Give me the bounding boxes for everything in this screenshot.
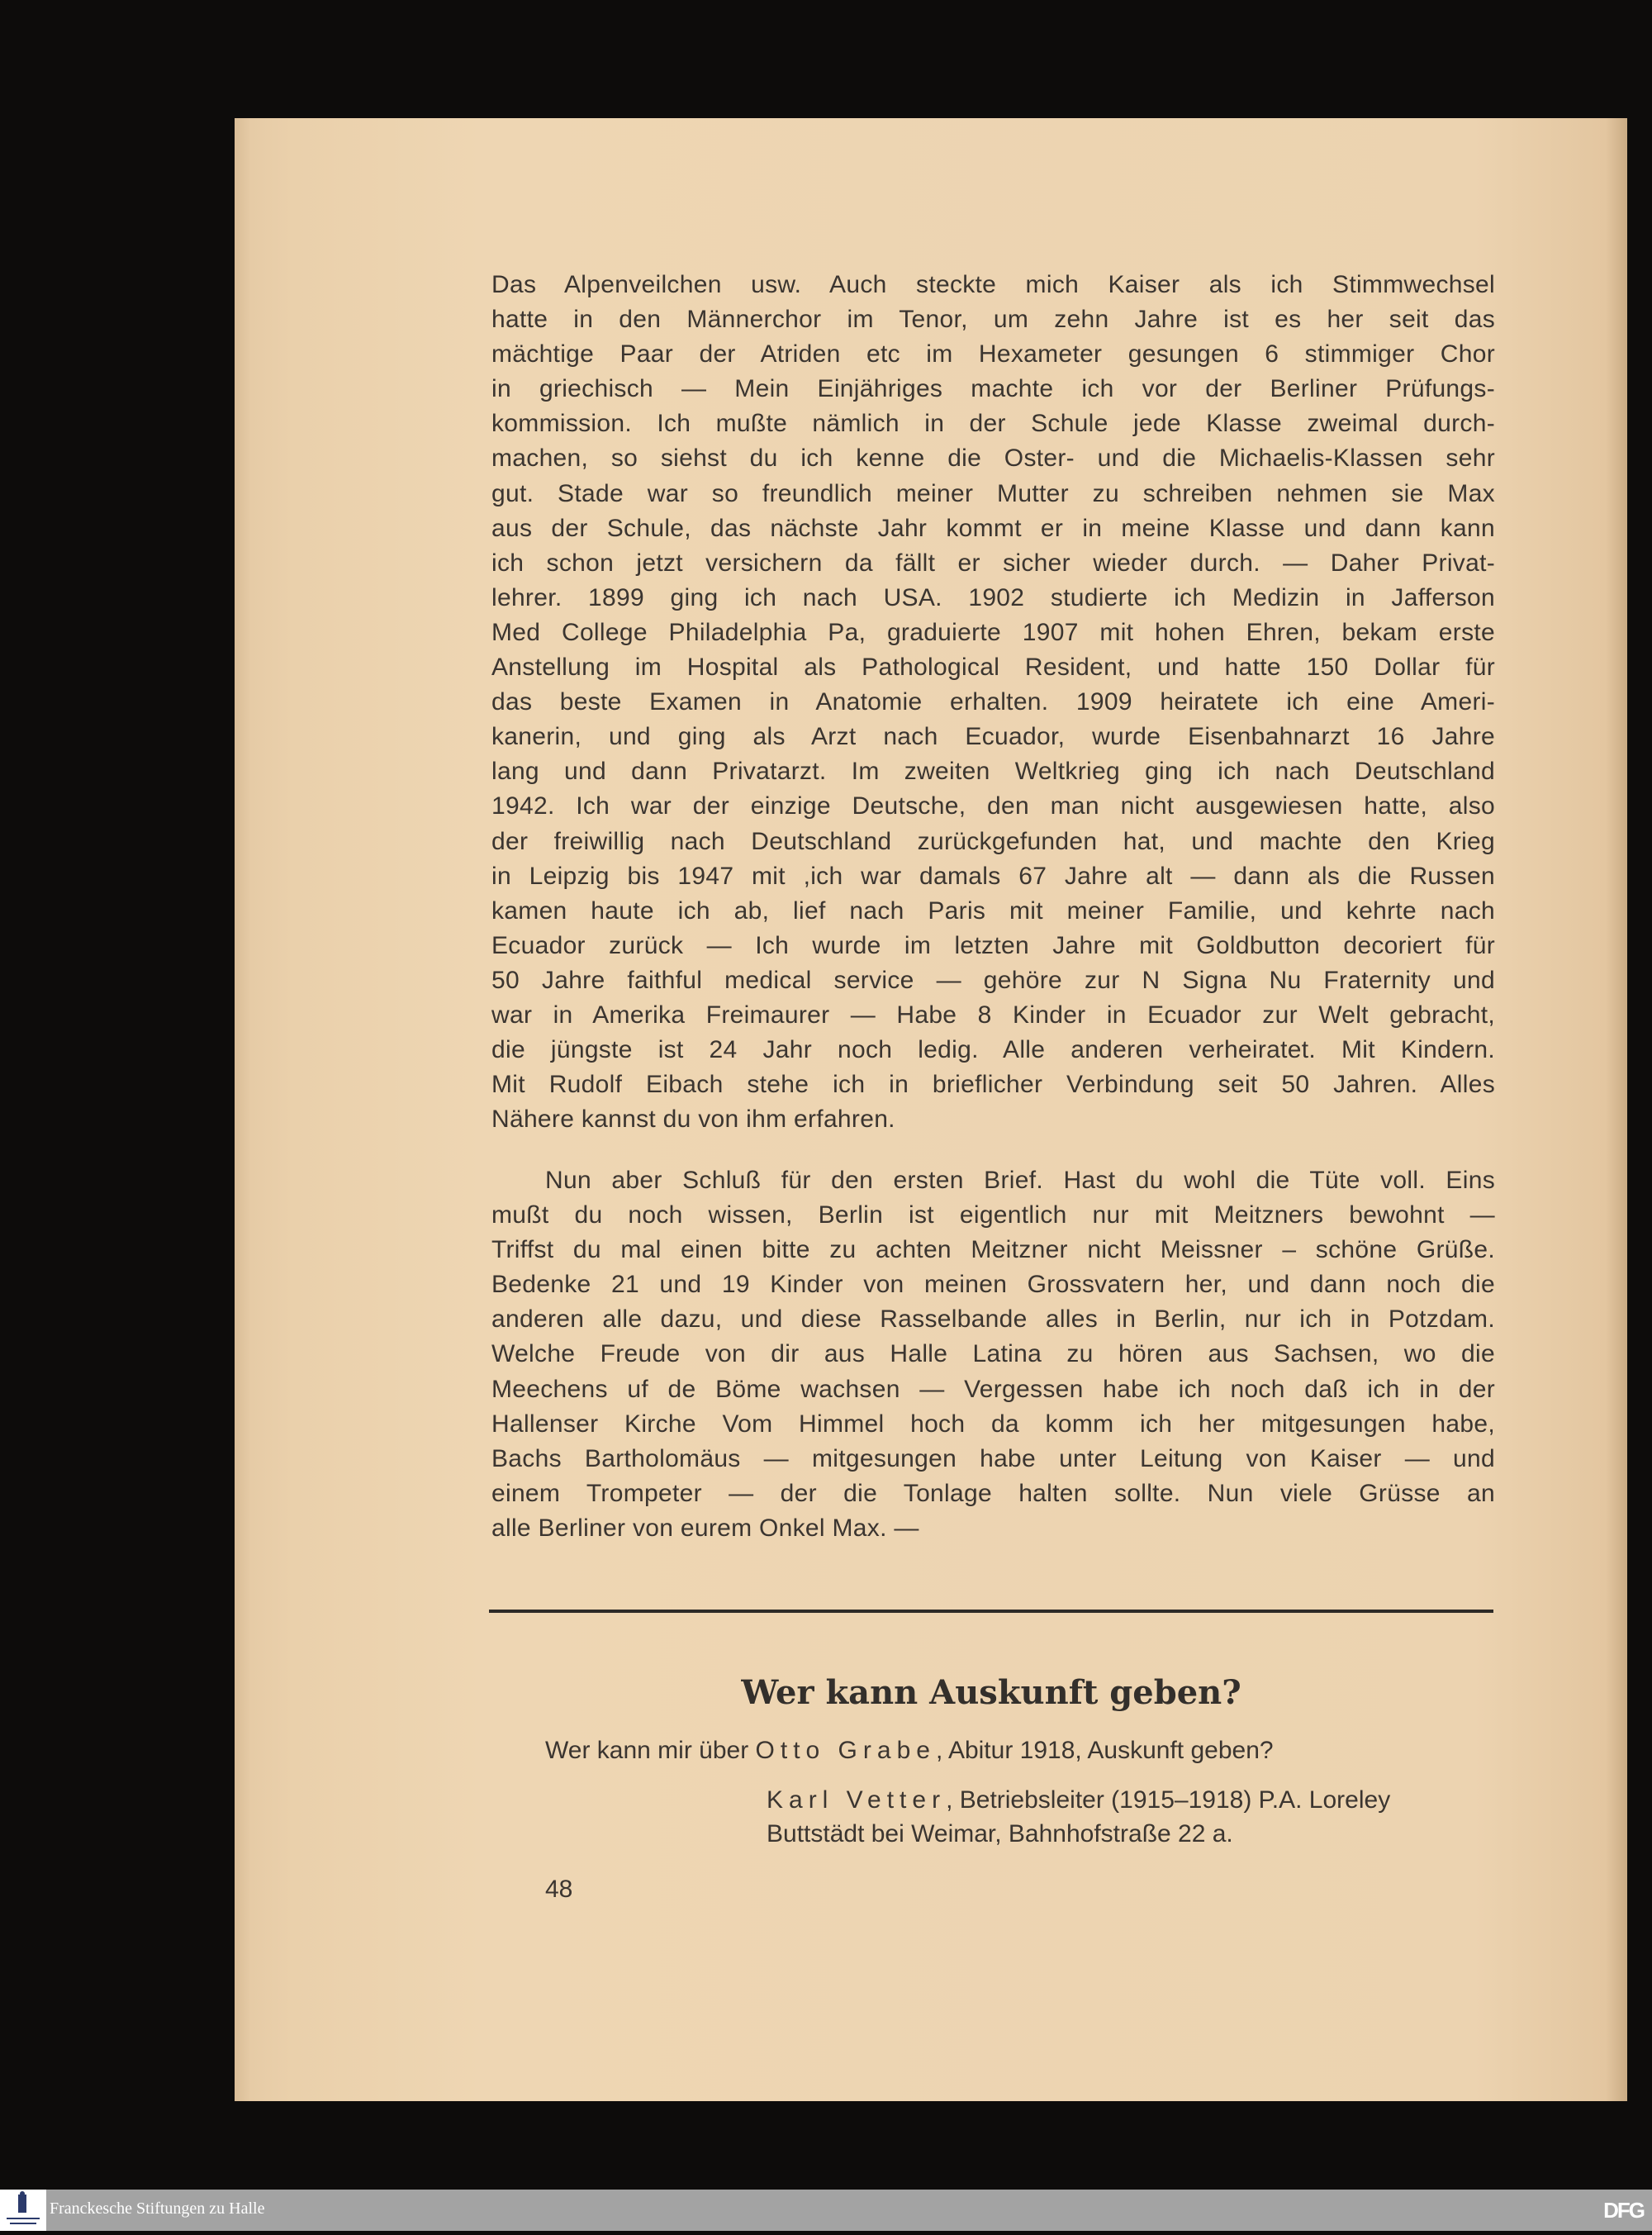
text-line: Bachs Bartholomäus — mitgesungen habe unter Leitung von Kaiser — und (491, 1444, 1495, 1472)
text-line: Nun aber Schluß für den ersten Brief. Hast du wohl die Tüte voll. Eins (545, 1167, 1495, 1194)
text-line: Triffst du mal einen bitte zu achten Meitzner nicht Meissner – schöne Grüße. (491, 1236, 1495, 1264)
sender-role: , Betriebsleiter (1915–1918) P.A. Loreley (946, 1786, 1391, 1814)
text-line: lehrer. 1899 ging ich nach USA. 1902 studierte ich Medizin in Jafferson (491, 583, 1495, 611)
text-line: war in Amerika Freimaurer — Habe 8 Kinder in Ecuador zur Welt gebracht, (491, 1001, 1495, 1029)
text-line: Anstellung im Hospital als Pathological Resident, und hatte 150 Dollar für (491, 654, 1495, 682)
text-line: Welche Freude von dir aus Halle Latina zu hören aus Sachsen, wo die (491, 1340, 1495, 1368)
notice-heading: Wer kann Auskunft geben? (741, 1673, 1241, 1712)
text-line: in Leipzig bis 1947 mit ,ich war damals 67 Jahre alt — dann als die Russen (491, 862, 1495, 890)
text-line: 50 Jahre faithful medical service — gehöre zur N Signa Nu Fraternity und (491, 966, 1495, 994)
text-line: Med College Philadelphia Pa, graduierte 1907 mit hohen Ehren, bekam erste (491, 618, 1495, 646)
notice-address: Buttstädt bei Weimar, Bahnhofstraße 22 a. (767, 1820, 1233, 1847)
text-line: kamen haute ich ab, lief nach Paris mit meiner Familie, und kehrte nach (491, 896, 1495, 925)
text-line: einem Trompeter — der die Tonlage halten sollte. Nun viele Grüsse an (491, 1479, 1495, 1507)
text-line: die jüngste ist 24 Jahr noch ledig. Alle anderen verheiratet. Mit Kindern. (491, 1036, 1495, 1064)
text-line: das beste Examen in Anatomie erhalten. 1909 heiratete ich eine Ameri- (491, 688, 1495, 716)
institution-link[interactable]: Franckesche Stiftungen zu Halle (50, 2199, 265, 2218)
letter-paragraph-2 (491, 1163, 1495, 1546)
text-line: aus der Schule, das nächste Jahr kommt er in meine Klasse und dann kann (491, 514, 1495, 542)
statue-icon (0, 2190, 46, 2231)
page-number: 48 (545, 1876, 573, 1903)
question-suffix: , Abitur 1918, Auskunft geben? (935, 1737, 1274, 1764)
text-line: alle Berliner von eurem Onkel Max. — (491, 1514, 919, 1542)
question-prefix: Wer kann mir über (545, 1737, 756, 1764)
text-line: Bedenke 21 und 19 Kinder von meinen Grossvatern her, und dann noch die (491, 1271, 1495, 1299)
letter-paragraph-1 (491, 268, 1495, 1137)
text-line: 1942. Ich war der einzige Deutsche, den man nicht ausgewiesen hatte, also (491, 792, 1495, 820)
text-line: hatte in den Männerchor im Tenor, um zehn Jahre ist es her seit das (491, 306, 1495, 334)
text-line: mächtige Paar der Atriden etc im Hexameter gesungen 6 stimmiger Chor (491, 340, 1495, 369)
text-line: ich schon jetzt versichern da fällt er sicher wieder durch. — Daher Privat- (491, 549, 1495, 577)
sender-name: Karl Vetter (767, 1786, 947, 1814)
text-line: Meechens uf de Böme wachsen — Vergessen habe ich noch daß ich in der (491, 1375, 1495, 1403)
text-line: in griechisch — Mein Einjähriges machte ich vor der Berliner Prüfungs- (491, 375, 1495, 403)
text-line: Mit Rudolf Eibach stehe ich in brieflicher Verbindung seit 50 Jahren. Alles (491, 1071, 1495, 1099)
section-divider (489, 1610, 1493, 1613)
text-line: machen, so siehst du ich kenne die Oster- und die Michaelis-Klassen sehr (491, 445, 1495, 473)
text-line: kanerin, und ging als Arzt nach Ecuador, wurde Eisenbahnarzt 16 Jahre (491, 723, 1495, 751)
text-line: Ecuador zurück — Ich wurde im letzten Jahre mit Goldbutton decoriert für (491, 931, 1495, 959)
text-line: Hallenser Kirche Vom Himmel hoch da komm ich her mitgesungen habe, (491, 1410, 1495, 1438)
text-line: lang und dann Privatarzt. Im zweiten Weltkrieg ging ich nach Deutschland (491, 758, 1495, 786)
text-line: anderen alle dazu, und diese Rasselbande alles in Berlin, nur ich in Potzdam. (491, 1305, 1495, 1334)
institution-logo[interactable] (0, 2190, 46, 2231)
notice-sender (767, 1786, 1390, 1814)
text-line: Das Alpenveilchen usw. Auch steckte mich Kaiser als ich Stimmwechsel (491, 271, 1495, 298)
notice-question (545, 1737, 1274, 1765)
text-line: kommission. Ich mußte nämlich in der Schule jede Klasse zweimal durch- (491, 410, 1495, 438)
viewer-footer (0, 2190, 1652, 2231)
text-line: mußt du noch wissen, Berlin ist eigentlich nur mit Meitzners bewohnt — (491, 1201, 1495, 1229)
text-line: Nähere kannst du von ihm erfahren. (491, 1106, 895, 1134)
text-line: gut. Stade war so freundlich meiner Mutter zu schreiben nehmen sie Max (491, 479, 1495, 507)
text-line: der freiwillig nach Deutschland zurückgefunden hat, und machte den Krieg (491, 827, 1495, 855)
question-name: Otto Grabe (755, 1737, 936, 1764)
dfg-logo[interactable]: DFG (1603, 2198, 1644, 2223)
